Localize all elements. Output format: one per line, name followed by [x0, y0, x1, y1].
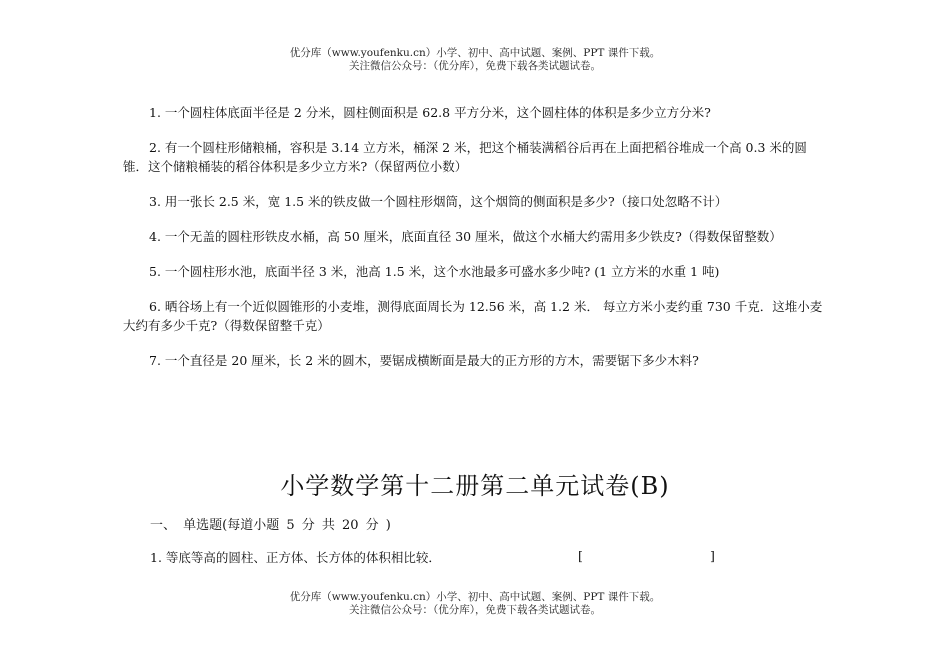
exam-title: 小学数学第十二册第二单元试卷(B)	[280, 472, 670, 500]
section-heading: 一、 单选题(每道小题 5 分 共 20 分 )	[150, 518, 391, 533]
problem-7: 7. 一个直径是 20 厘米，长 2 米的圆木，要锯成横断面是最大的正方形的方木，需要锯下多少木料?	[149, 353, 699, 368]
answer-bracket-open: [	[578, 548, 583, 563]
problem-6: 6. 晒谷场上有一个近似圆锥形的小麦堆，测得底面周长为 12.56 米，高 1.2 米． 每立方米小麦约重 730 千克．这堆小麦大约有多少千克?（得数保留整千克）	[123, 299, 823, 333]
header-line-2: 关注微信公众号：（优分库），免费下载各类试题试卷。	[349, 60, 601, 72]
footer-line-1: 优分库（www.youfenku.cn）小学、初中、高中试题、案例、PPT 课件下载。	[289, 591, 661, 603]
problem-2: 2. 有一个圆柱形储粮桶，容积是 3.14 立方米，桶深 2 米，把这个桶装满稻谷后再在上面把稻谷堆成一个高 0.3 米的圆锥．这个储粮桶装的稻谷体积是多少立方米?（保留两位小数）	[123, 140, 807, 174]
answer-bracket-close: ]	[710, 548, 715, 563]
problem-4: 4. 一个无盖的圆柱形铁皮水桶，高 50 厘米，底面直径 30 厘米，做这个水桶大约需用多少铁皮?（得数保留整数）	[149, 229, 782, 244]
header-line-1: 优分库（www.youfenku.cn）小学、初中、高中试题、案例、PPT 课件下载。	[289, 47, 661, 59]
page-footer	[0, 591, 950, 617]
footer-line-2: 关注微信公众号：（优分库），免费下载各类试题试卷。	[349, 604, 601, 616]
problem-3: 3. 用一张长 2.5 米，宽 1.5 米的铁皮做一个圆柱形烟筒，这个烟筒的侧面积是多少?（接口处忽略不计）	[149, 194, 728, 209]
page-header	[0, 47, 950, 73]
problem-list	[123, 103, 823, 386]
question-1: 1. 等底等高的圆柱、正方体、长方体的体积相比较．	[150, 550, 441, 565]
problem-1: 1. 一个圆柱体底面半径是 2 分米，圆柱侧面积是 62.8 平方分米，这个圆柱体的体积是多少立方分米?	[149, 105, 711, 120]
problem-5: 5. 一个圆柱形水池，底面半径 3 米，池高 1.5 米，这个水池最多可盛水多少吨? (1 立方米的水重 1 吨)	[149, 264, 720, 279]
